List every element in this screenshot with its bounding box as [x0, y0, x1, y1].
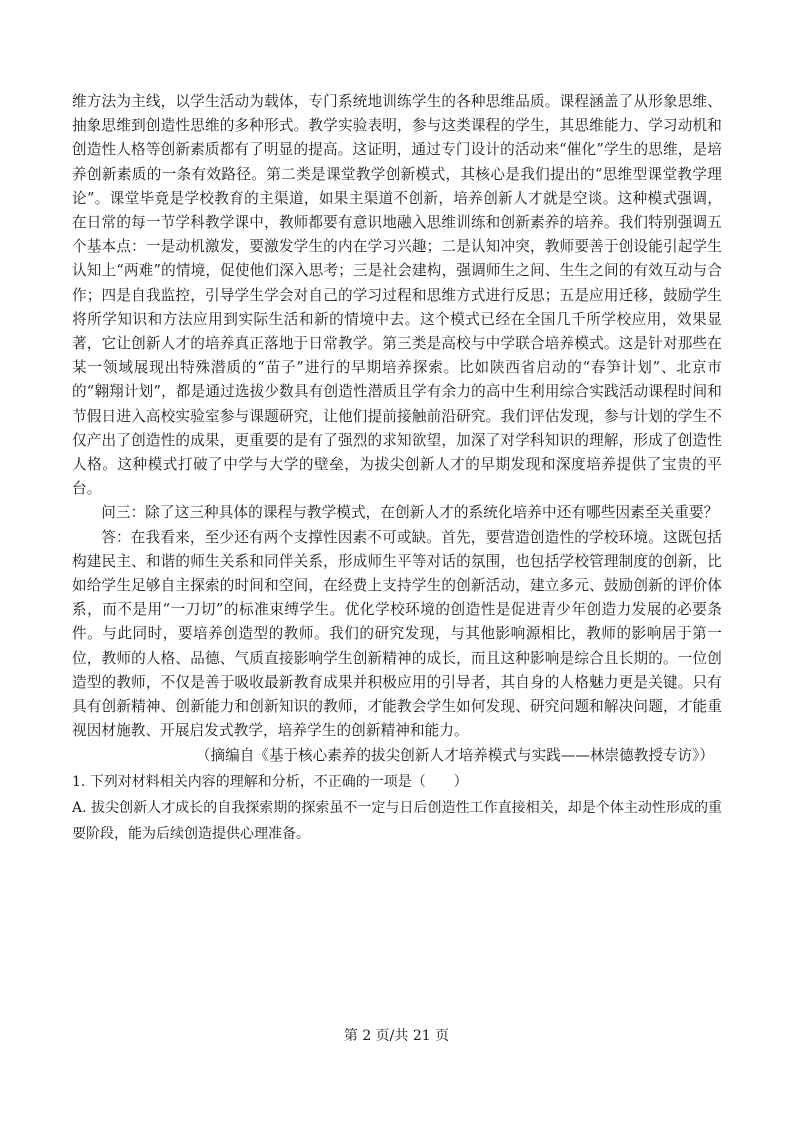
option-a: A. 拔尖创新人才成长的自我探索期的探索虽不一定与日后创造性工作直接相关，却是个体主动性形成的重要阶段，能为后续创造提供心理准备。 [72, 800, 722, 843]
body-paragraph-1: 维方法为主线，以学生活动为载体，专门系统地训练学生的各种思维品质。课程涵盖了从形象思维、抽象思维到创造性思维的多种形式。教学实验表明，参与这类课程的学生，其思维能力、学习动机和创造性人格等创新素质都有了明显的提高。这证明，通过专门设计的活动来“催化”学生的思维，是培养创新素质的一条有效路径。第二类是课堂教学创新模式，其核心是我们提出的“思维型课堂教学理论”。课堂毕竟是学校教育的主渠道，如果主渠道不创新，培养创新人才就是空谈。这种模式强调，在日常的每一节学科教学课中，教师都要有意识地融入思维训练和创新素养的培养。我们特别强调五个基本点：一是动机激发，要激发学生的内在学习兴趣；二是认知冲突，教师要善于创设能引起学生认知上“两难”的情境，促使他们深入思考；三是社会建构，强调师生之间、生生之间的有效互动与合作；四是自我监控，引导学生学会对自己的学习过程和思维方式进行反思；五是应用迁移，鼓励学生将所学知识和方法应用到实际生活和新的情境中去。这个模式已经在全国几千所学校应用，效果显著，它让创新人才的培养真正落地于日常教学。第三类是高校与中学联合培养模式。这是针对那些在某一领域展现出特殊潜质的“苗子”进行的早期培养探索。比如陕西省启动的“春笋计划”、北京市的“翱翔计划”，都是通过选拔少数具有创造性潜质且学有余力的高中生利用综合实践活动课程时间和节假日进入高校实验室参与课题研究，让他们提前接触前沿研究。我们评估发现，参与计划的学生不仅产出了创造性的成果，更重要的是有了强烈的求知欲望，加深了对学科知识的理解，形成了创造性人格。这种模式打破了中学与大学的壁垒，为拔尖创新人才的早期发现和深度培养提供了宝贵的平台。 [72, 93, 722, 498]
source-citation: （摘编自《基于核心素养的拔尖创新人才培养模式与实践——林崇德教授专访》） [195, 747, 714, 765]
interview-question-3: 问三：除了这三种具体的课程与教学模式，在创新人才的系统化培养中还有哪些因素至关重要？ [101, 504, 719, 522]
interview-answer-3: 答：在我看来，至少还有两个支撑性因素不可或缺。首先，要营造创造性的学校环境。这既包括构建民主、和谐的师生关系和同伴关系，形成师生平等对话的氛围，也包括学校管理制度的创新，比如给学生足够自主探索的时间和空间，在经费上支持学生的创新活动，建立多元、鼓励创新的评价体系，而不是用“一刀切”的标准束缚学生。优化学校环境的创造性是促进青少年创造力发展的必要条件。与此同时，要培养创造型的教师。我们的研究发现，与其他影响源相比，教师的影响居于第一位，教师的人格、品德、气质直接影响学生创新精神的成长，而且这种影响是综合且长期的。一位创造型的教师，不仅是善于吸收最新教育成果并积极应用的引导者，其自身的人格魅力更是关键。只有具有创新精神、创新能力和创新知识的教师，才能教会学生如何发现、研究问题和解决问题，才能重视因材施教、开展启发式教学，培养学生的创新精神和能力。 [72, 528, 722, 740]
page-number-footer: 第 2 页/共 21 页 [343, 1028, 450, 1044]
document-body [72, 90, 722, 847]
question-1: 1. 下列对材料相关内容的理解和分析，不正确的一项是（ ） [72, 774, 468, 791]
